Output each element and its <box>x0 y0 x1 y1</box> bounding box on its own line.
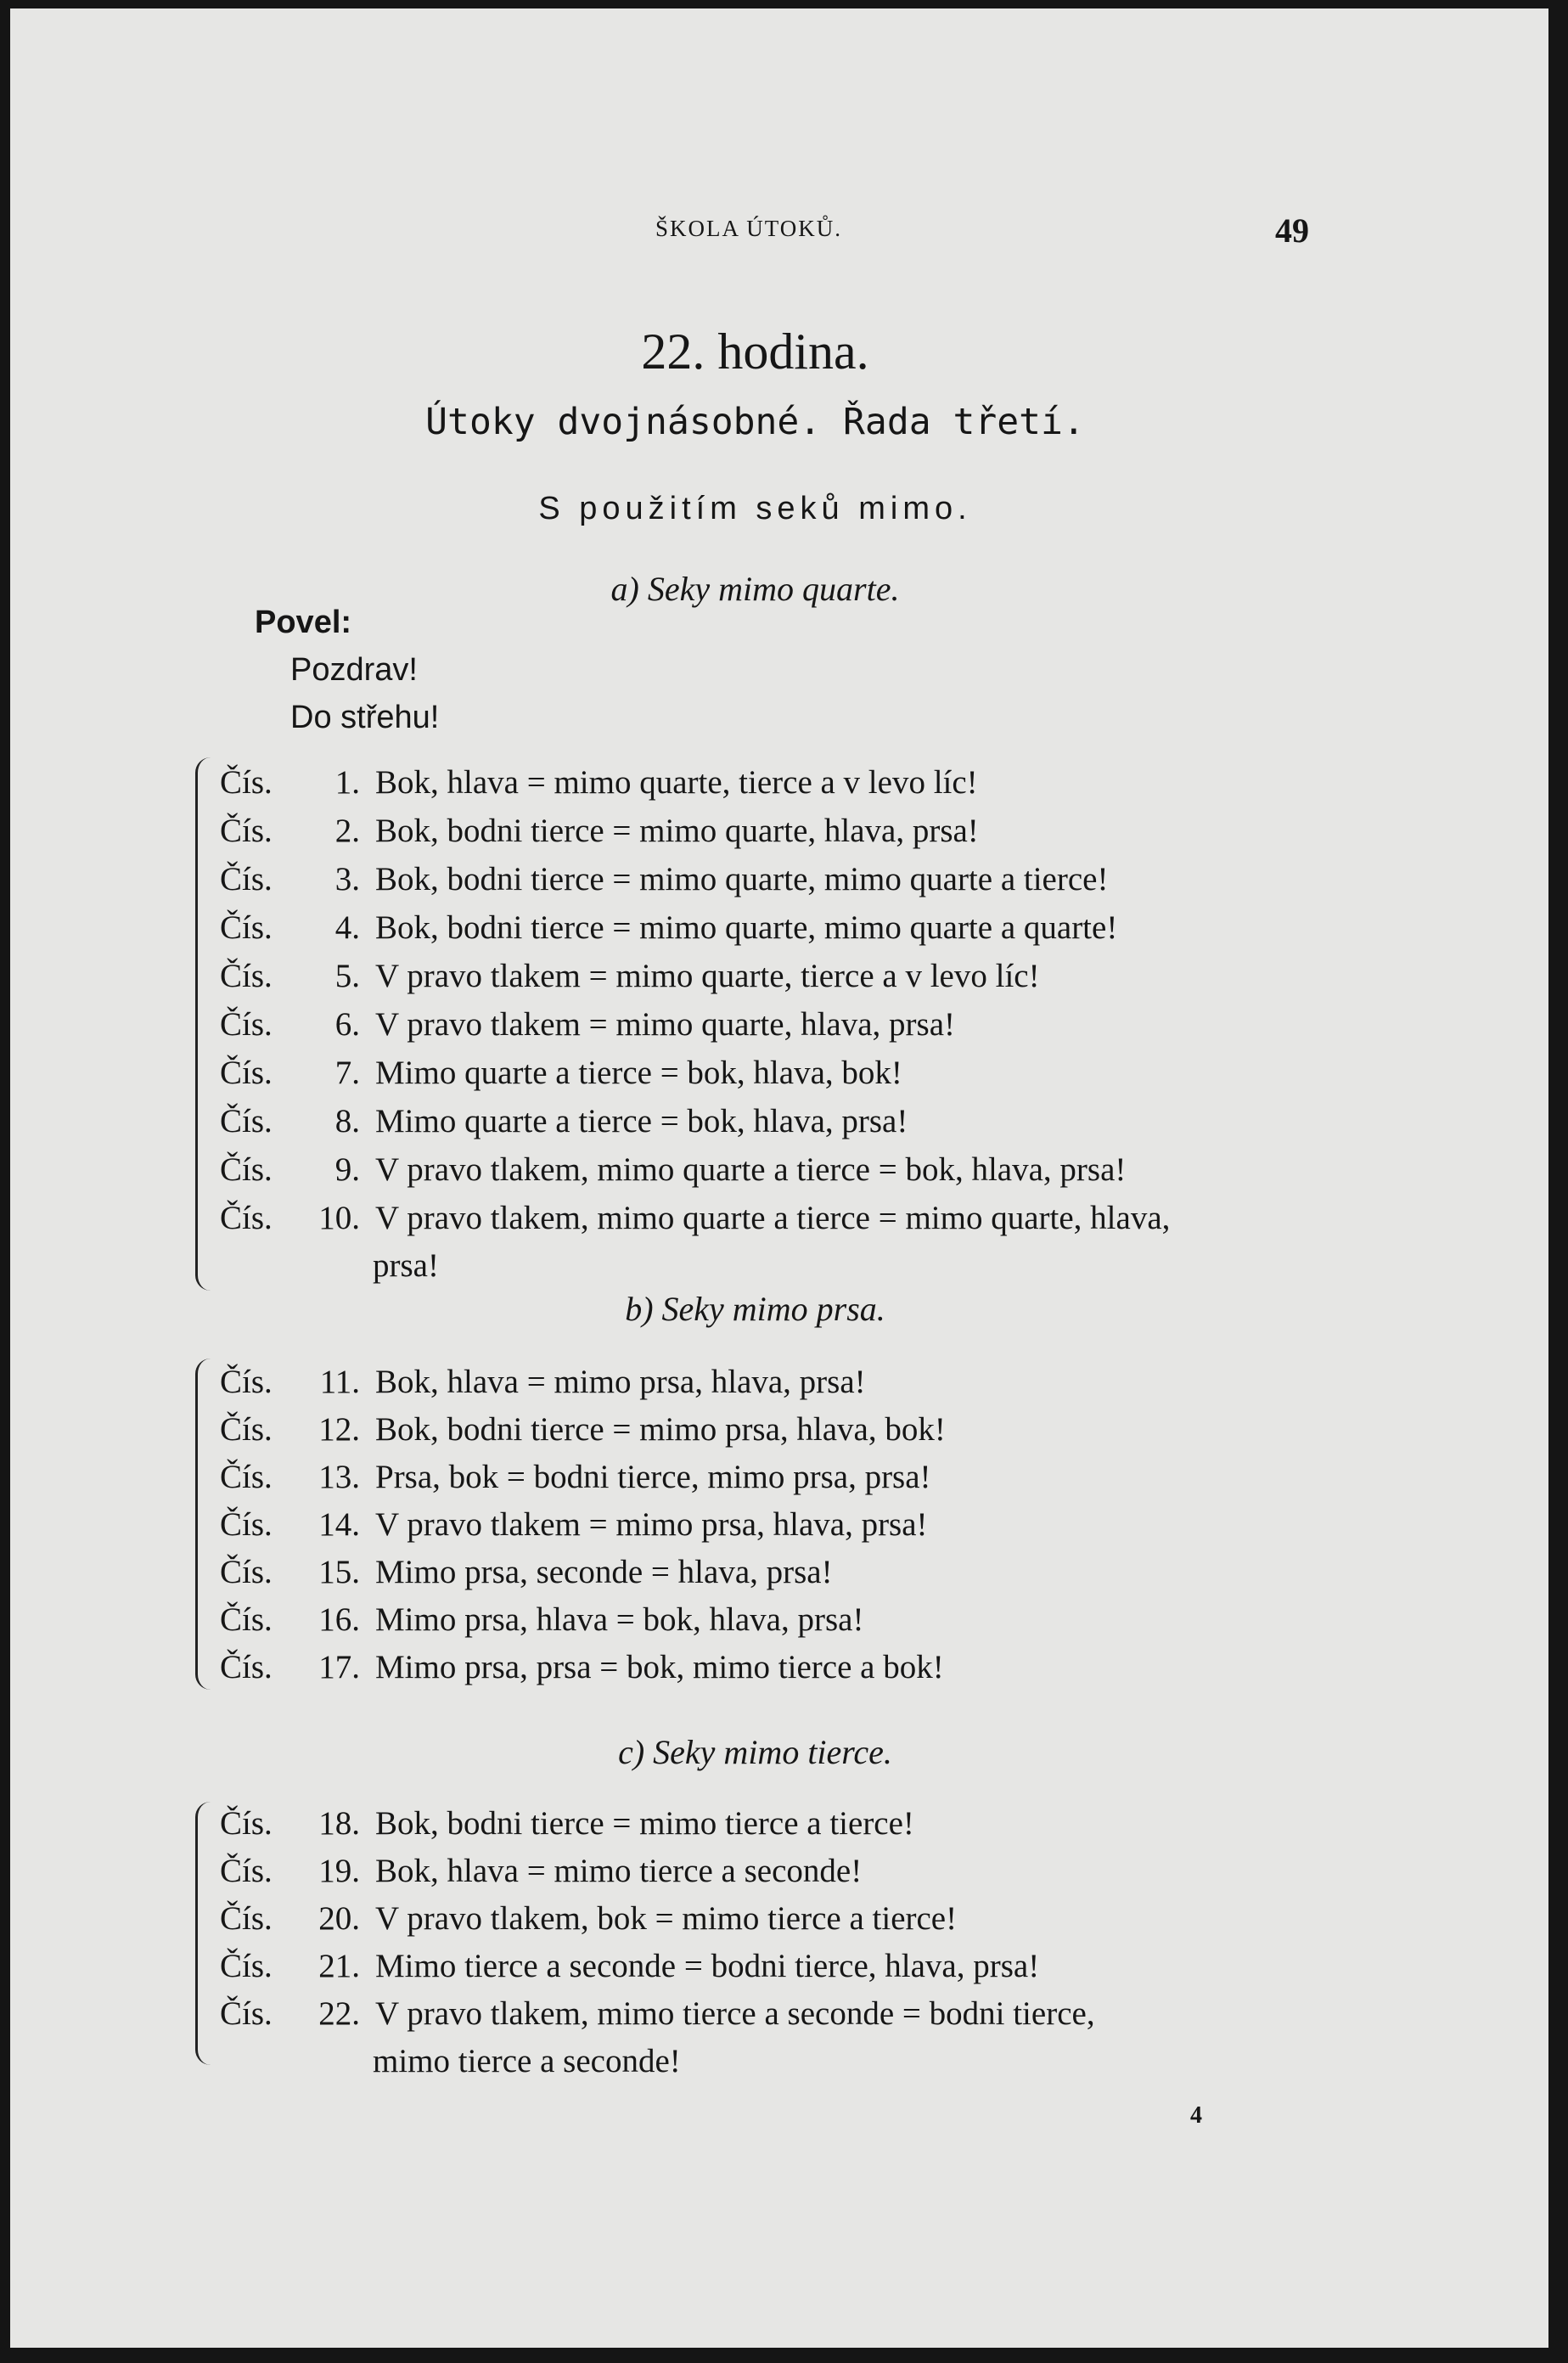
lesson-spec: S použitím seků mimo. <box>538 491 972 526</box>
command-label: Povel: <box>255 605 352 640</box>
exercise-item: Čís. 11. Bok, hlava = mimo prsa, hlava, prsa! <box>220 1364 866 1400</box>
command-line: Pozdrav! <box>290 652 418 688</box>
exercise-item: Čís. 17. Mimo prsa, prsa = bok, mimo tierce a bok! <box>220 1649 944 1685</box>
exercise-item: Čís. 9. V pravo tlakem, mimo quarte a tierce = bok, hlava, prsa! <box>220 1151 1127 1188</box>
signature-mark: 4 <box>1190 2102 1202 2129</box>
group-brace-a <box>195 757 211 1291</box>
exercise-item: Čís. 2. Bok, bodni tierce = mimo quarte, hlava, prsa! <box>220 813 979 849</box>
exercise-item: Čís. 18. Bok, bodni tierce = mimo tierce a tierce! <box>220 1805 914 1842</box>
group-brace-c <box>195 1802 211 2065</box>
exercise-item: Čís. 21. Mimo tierce a seconde = bodni tierce, hlava, prsa! <box>220 1948 1040 1984</box>
exercise-item: Čís. 3. Bok, bodni tierce = mimo quarte, mimo quarte a tierce! <box>220 861 1109 897</box>
exercise-item: Čís. 10. V pravo tlakem, mimo quarte a tierce = mimo quarte, hlava, prsa! <box>220 1200 1171 1284</box>
lesson-subtitle: Útoky dvojnásobné. Řada třetí. <box>425 401 1085 443</box>
exercise-item: Čís. 7. Mimo quarte a tierce = bok, hlava, bok! <box>220 1055 902 1091</box>
running-title: ŠKOLA ÚTOKŮ. <box>655 216 843 241</box>
section-heading-c: c) Seky mimo tierce. <box>618 1733 892 1771</box>
page-number: 49 <box>1275 211 1309 250</box>
exercise-item: Čís. 12. Bok, bodni tierce = mimo prsa, hlava, bok! <box>220 1411 946 1448</box>
section-heading-b: b) Seky mimo prsa. <box>625 1290 885 1328</box>
exercise-item: Čís. 14. V pravo tlakem = mimo prsa, hlava, prsa! <box>220 1506 928 1543</box>
group-brace-b <box>195 1359 211 1690</box>
book-page <box>10 8 1548 2348</box>
exercise-item: Čís. 6. V pravo tlakem = mimo quarte, hlava, prsa! <box>220 1006 955 1043</box>
exercise-item: Čís. 1. Bok, hlava = mimo quarte, tierce a v levo líc! <box>220 764 978 801</box>
exercise-item: Čís. 16. Mimo prsa, hlava = bok, hlava, prsa! <box>220 1601 864 1638</box>
lesson-title: 22. hodina. <box>641 324 869 380</box>
command-line: Do střehu! <box>290 700 440 735</box>
exercise-item: Čís. 13. Prsa, bok = bodni tierce, mimo prsa, prsa! <box>220 1459 931 1495</box>
exercise-item: Čís. 20. V pravo tlakem, bok = mimo tierce a tierce! <box>220 1900 958 1937</box>
section-heading-a: a) Seky mimo quarte. <box>610 570 900 608</box>
exercise-item: Čís. 15. Mimo prsa, seconde = hlava, prsa! <box>220 1554 833 1590</box>
exercise-item: Čís. 8. Mimo quarte a tierce = bok, hlava, prsa! <box>220 1103 908 1139</box>
exercise-item: Čís. 19. Bok, hlava = mimo tierce a seconde! <box>220 1853 863 1889</box>
exercise-item: Čís. 5. V pravo tlakem = mimo quarte, tierce a v levo líc! <box>220 958 1040 994</box>
exercise-item: Čís. 4. Bok, bodni tierce = mimo quarte, mimo quarte a quarte! <box>220 909 1118 946</box>
exercise-item: Čís. 22. V pravo tlakem, mimo tierce a seconde = bodni tierce, mimo tierce a seconde! <box>220 1995 1095 2079</box>
